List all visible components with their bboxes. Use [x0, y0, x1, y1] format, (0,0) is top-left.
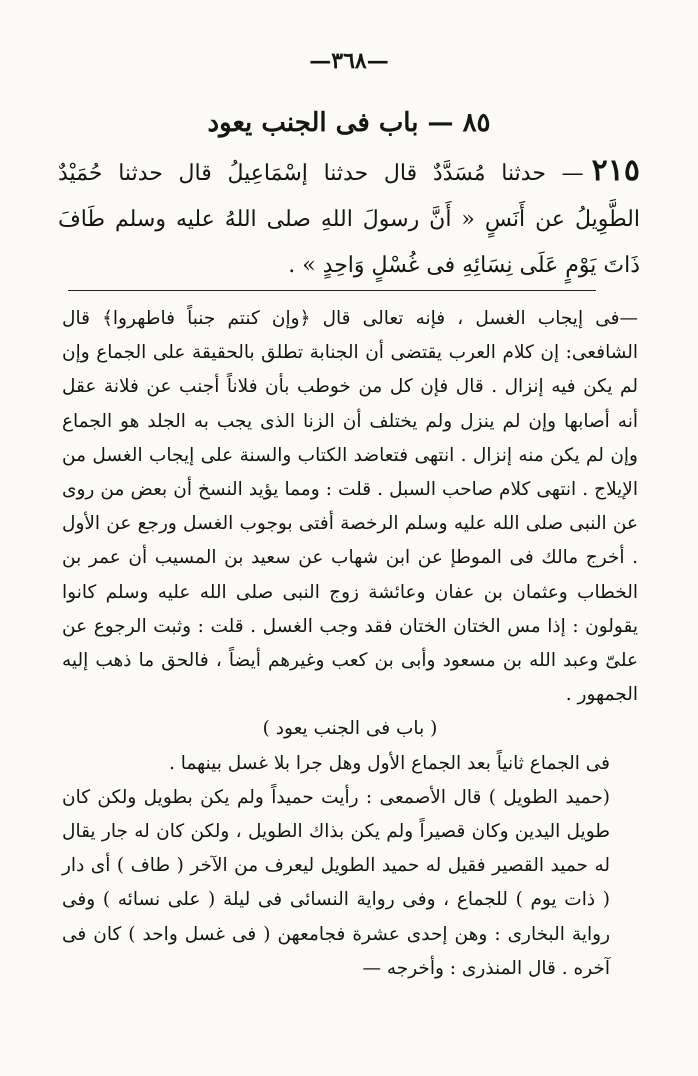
chapter-heading: ٨٥ — باب فى الجنب يعود: [207, 108, 491, 138]
hadith-text-block: [58, 148, 640, 289]
commentary-paragraph-1: —فى إيجاب الغسل ، فإنه تعالى قال ﴿وإن كنتم جنباً فاطهروا﴾ قال الشافعى: إن كلام العرب يقتضى أن الجنابة تطلق بالحقيقة على الجماع وإن لم يكن فيه إنزال . قال فإن كل من خوطب بأن فلاناً أجنب عن فلانة عقل أنه أصابها وإن لم ينزل ولم يختلف أن الزنا الذى يجب به الجلد هو الجماع وإن لم يكن منه إنزال . انتهى فتعاضد الكتاب والسنة على إيجاب الغسل من الإيلاج . انتهى كلام صاحب السبل . قلت : ومما يؤيد النسخ أن بعض من روى عن النبى صلى الله عليه وسلم الرخصة أفتى بوجوب الغسل ورجع عن الأول . أخرج مالك فى الموطإ عن ابن شهاب عن سعيد بن المسيب أن عمر بن الخطاب وعثمان بن عفان وعائشة زوج النبى صلى الله عليه وسلم كانوا يقولون : إذا مس الختان الختان فقد وجب الغسل . قلت : وثبت الرجوع عن علىّ وعبد الله بن مسعود وأبى بن كعب وغيرهم أيضاً ، فالحق ما ذهب إليه الجمهور .: [62, 308, 638, 706]
footnote-divider: [68, 290, 596, 291]
commentary-paragraph-2: فى الجماع ثانياً بعد الجماع الأول وهل جرا بلا غسل بينهما .: [168, 752, 610, 774]
hadith-text: — حدثنا مُسَدَّدٌ قال حدثنا إسْمَاعِيلُ قال حدثنا حُمَيْدٌ الطَّوِيلُ عن أَنَسٍ « أَنَّ رسولَ اللهِ صلى اللهُ عليه وسلم طَافَ ذَاتَ يَوْمٍ عَلَى نِسَائِهِ فى غُسْلٍ وَاحِدٍ » .: [58, 161, 640, 278]
commentary-subheading: ( باب فى الجنب يعود ): [262, 718, 438, 740]
page-number: —٣٦٨—: [309, 48, 389, 74]
commentary-paragraph-3: (حميد الطويل ) قال الأصمعى : رأيت حميداً ولم يكن بطويل ولكن كان طويل اليدين وكان قصيراً ولم يكن بذاك الطويل ، ولكن كان له جار يقال له حميد القصير فقيل له حميد الطويل ليعرف من الآخر ( طاف ) أى دار ( ذات يوم ) للجماع ، وفى رواية النسائى فى ليلة ( على نسائه ) وفى رواية البخارى : وهن إحدى عشرة فجامعهن ( فى غسل واحد ) كان فى آخره . قال المنذرى : وأخرجه —: [62, 786, 610, 979]
hadith-number: ٢١٥: [591, 153, 640, 188]
commentary-block: [62, 302, 638, 986]
